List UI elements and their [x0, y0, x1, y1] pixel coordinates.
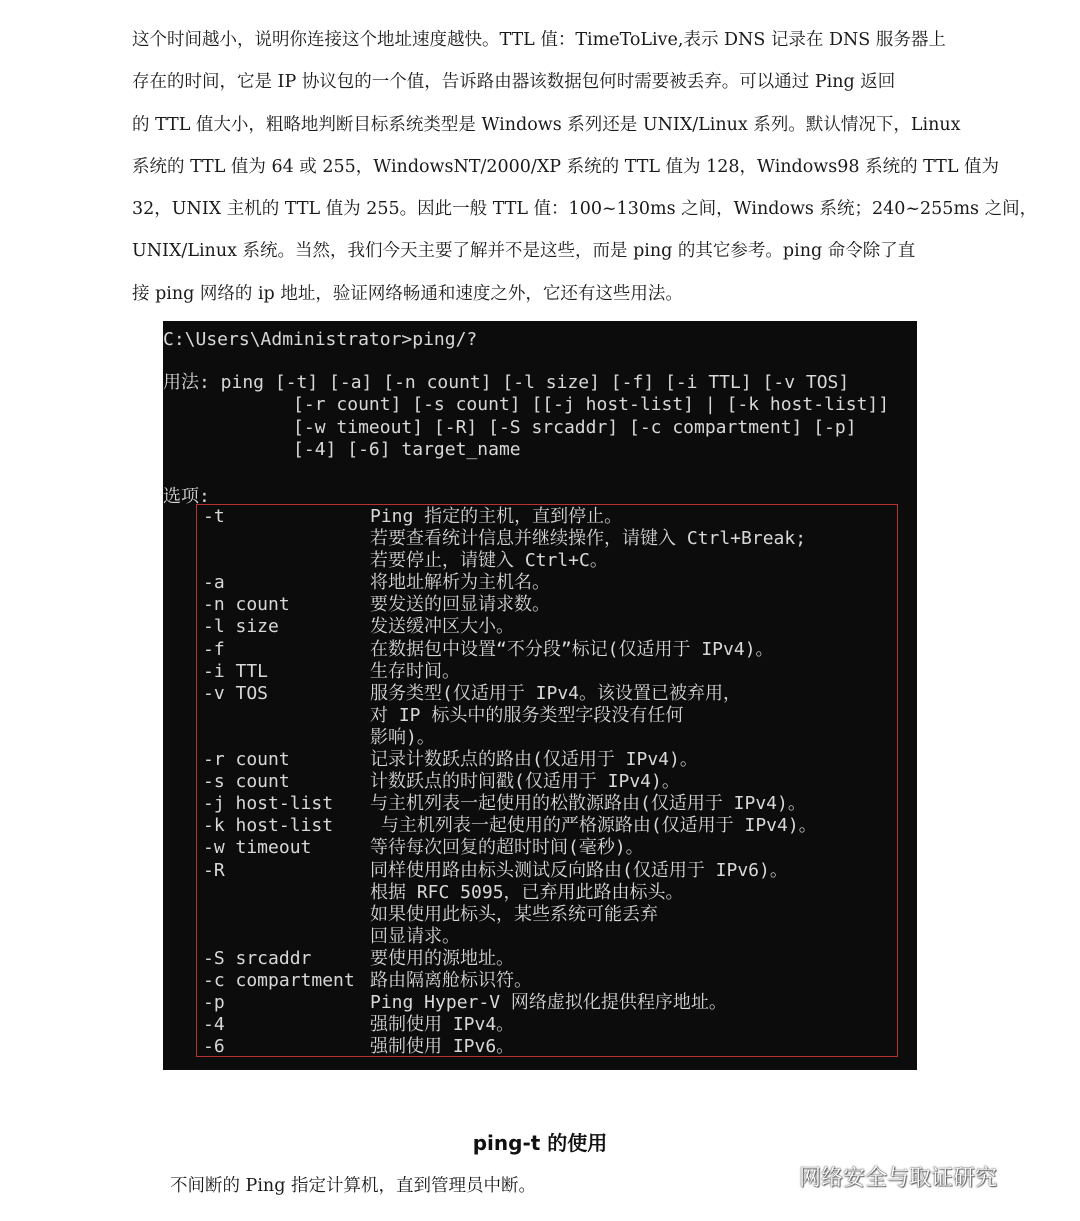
option-flag: -R: [203, 859, 225, 881]
option-desc: 记录计数跃点的路由(仅适用于 IPv4)。: [370, 749, 698, 771]
wechat-icon: [757, 1158, 791, 1194]
option-desc: 计数跃点的时间戳(仅适用于 IPv4)。: [370, 771, 680, 793]
option-flag: -r count: [203, 749, 290, 771]
option-desc: 要发送的回显请求数。: [370, 594, 550, 616]
option-flag: -w timeout: [203, 837, 312, 859]
intro-line: UNIX/Linux 系统。当然，我们今天主要了解并不是这些，而是 ping 的其它参考。ping 命令除了直: [132, 241, 916, 262]
console-options-label: 选项:: [163, 486, 210, 507]
option-desc: 发送缓冲区大小。: [370, 616, 514, 638]
option-desc: Ping 指定的主机，直到停止。: [370, 506, 623, 527]
option-flag: -j host-list: [203, 793, 334, 815]
intro-paragraph: [132, 19, 1038, 315]
console-screenshot: [163, 321, 917, 1070]
option-desc: 强制使用 IPv6。: [370, 1036, 515, 1058]
option-flag: -l size: [203, 616, 279, 638]
section-heading: ping-t 的使用: [472, 1131, 608, 1155]
intro-line: 接 ping 网络的 ip 地址，验证网络畅通和速度之外，它还有这些用法。: [132, 283, 683, 304]
console-command: C:\Users\Administrator>ping/?: [163, 329, 478, 350]
intro-line: 系统的 TTL 值为 64 或 255，WindowsNT/2000/XP 系统的 TTL 值为 128，Windows98 系统的 TTL 值为: [132, 156, 1000, 177]
option-desc: 在数据包中设置“不分段”标记(仅适用于 IPv4)。: [370, 638, 774, 660]
option-flag: -t: [203, 506, 225, 527]
option-desc: Ping Hyper-V 网络虚拟化提供程序地址。: [370, 992, 727, 1014]
intro-line: 这个时间越小，说明你连接这个地址速度越快。TTL 值：TimeToLive,表示 DNS 记录在 DNS 服务器上: [132, 30, 946, 50]
option-desc: 路由隔离舱标识符。: [370, 969, 532, 991]
option-desc: 将地址解析为主机名。: [370, 572, 550, 594]
option-desc: 回显请求。: [370, 925, 460, 947]
option-flag: -c compartment: [203, 969, 355, 991]
option-desc: 等待每次回复的超时时间(毫秒)。: [370, 837, 644, 859]
option-flag: -4: [203, 1014, 225, 1036]
option-desc: 与主机列表一起使用的松散源路由(仅适用于 IPv4)。: [370, 793, 806, 815]
option-flag: -f: [203, 638, 225, 660]
intro-line: 的 TTL 值大小，粗略地判断目标系统类型是 Windows 系列还是 UNIX/Linux 系列。默认情况下，Linux: [132, 114, 961, 135]
option-flag: -p: [203, 992, 225, 1014]
option-desc: 如果使用此标头，某些系统可能丢弃: [370, 903, 658, 925]
option-flag: -a: [203, 572, 225, 594]
section-body: 不间断的 Ping 指定计算机，直到管理员中断。: [170, 1176, 536, 1196]
option-desc: 若要停止，请键入 Ctrl+C。: [370, 550, 608, 572]
option-flag: -n count: [203, 594, 290, 616]
option-desc: 同样使用路由标头测试反向路由(仅适用于 IPv6)。: [370, 859, 788, 881]
option-desc: 对 IP 标头中的服务类型字段没有任何: [370, 704, 684, 726]
option-flag: -6: [203, 1036, 225, 1058]
intro-line: 32，UNIX 主机的 TTL 值为 255。因此一般 TTL 值：100~130ms 之间，Windows 系统；240~255ms 之间，: [132, 199, 1038, 220]
option-desc: 生存时间。: [370, 660, 460, 682]
option-desc: 与主机列表一起使用的严格源路由(仅适用于 IPv4)。: [370, 815, 817, 837]
option-desc: 根据 RFC 5095，已弃用此路由标头。: [370, 881, 684, 903]
intro-line: 存在的时间，它是 IP 协议包的一个值，告诉路由器该数据包何时需要被丢弃。可以通过 Ping 返回: [132, 72, 896, 93]
option-desc: 影响)。: [370, 726, 435, 748]
option-flag: -k host-list: [203, 815, 334, 837]
watermark: [757, 1158, 997, 1194]
option-flag: -v TOS: [203, 682, 269, 704]
option-desc: 强制使用 IPv4。: [370, 1014, 515, 1036]
option-flag: -s count: [203, 771, 290, 793]
option-desc: 若要查看统计信息并继续操作，请键入 Ctrl+Break;: [370, 528, 807, 550]
console-usage: 用法: ping [-t] [-a] [-n count] [-l size] [-f] [-i TTL] [-v TOS] [-r count] [-s count] [[-j host-list] | [-k host-list]] [-w timeout] [-R] [-S srcaddr] [-c compartment] [-p] [-4] [-6] target_name: [163, 372, 890, 460]
option-desc: 服务类型(仅适用于 IPv4。该设置已被弃用，: [370, 682, 742, 704]
watermark-text: 网络安全与取证研究: [799, 1165, 998, 1191]
option-desc: 要使用的源地址。: [370, 947, 514, 969]
option-flag: -S srcaddr: [203, 947, 312, 969]
option-flag: -i TTL: [203, 660, 269, 682]
